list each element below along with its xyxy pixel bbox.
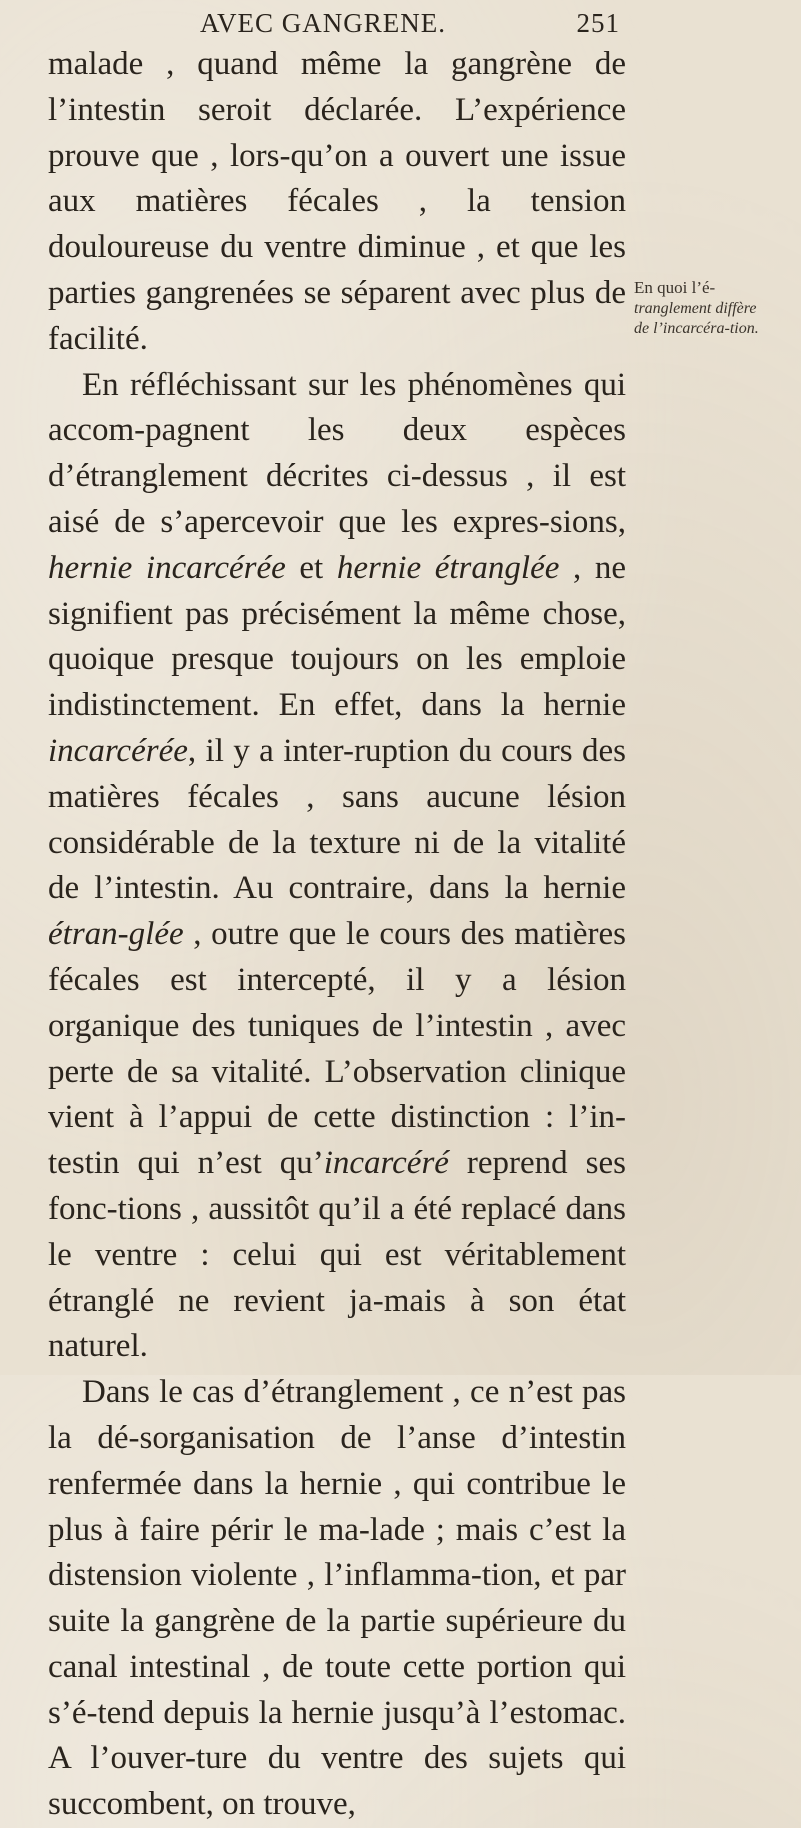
term-etranglee: étran-glée — [48, 916, 184, 953]
page-number: 251 — [576, 8, 620, 38]
term-incarceree: incarcérée — [48, 732, 188, 769]
running-head-title: AVEC GANGRENE. — [200, 8, 447, 38]
margin-note-text: tranglement diffère de l’incarcéra-tion. — [634, 300, 759, 337]
body-text — [48, 42, 626, 1828]
running-head — [150, 8, 620, 44]
paragraph-2-text-c: , ne signifient pas précisément la même chose, quoique presque toujours on les emploie indistinctement. En effet, dans la hernie — [48, 549, 626, 724]
paragraph-1 — [48, 42, 626, 363]
margin-note — [634, 278, 762, 339]
term-incarcere: incarcéré — [323, 1145, 449, 1182]
paragraph-2-text-f: reprend ses fonc-tions , aussitôt qu’il a été replacé dans le ventre : celui qui est véritablement étranglé ne revient ja-mais à son état naturel. — [48, 1145, 626, 1365]
paragraph-3 — [48, 1370, 626, 1828]
paragraph-2-text-b: et — [285, 549, 337, 586]
paragraph-1-text: malade , quand même la gangrène de l’intestin seroit déclarée. L’expérience prouve que , lors-qu’on a ouvert une issue aux matières fécales , la tension douloureuse du ventre diminue , et que les parties gangrenées se séparent avec plus de facilité. — [48, 46, 626, 357]
term-hernie-incarceree: hernie incarcérée — [48, 549, 286, 586]
paragraph-3-text: Dans le cas d’étranglement , ce n’est pas la dé-sorganisation de l’anse d’intestin renfermée dans la hernie , qui contribue le plus à faire périr le ma-lade ; mais c’est la distension violente , l’inflamma-tion, et par suite la gangrène de la partie supérieure du canal intestinal , de toute cette portion qui s’é-tend depuis la hernie jusqu’à l’estomac. A l’ouver-ture du ventre des sujets qui succombent, on trouve, — [48, 1374, 626, 1823]
paragraph-2-text-a: En réfléchissant sur les phénomènes qui accom-pagnent les deux espèces d’étranglement décrites ci-dessus , il est aisé de s’apercevoir que les expres-sions, — [48, 366, 626, 540]
term-hernie-etranglee: hernie étranglée — [336, 549, 560, 586]
margin-note-lead: En quoi l’é- — [634, 278, 716, 297]
paragraph-2-text-d: , il y a inter-ruption du cours des matières fécales , sans aucune lésion considérable de la texture ni de la vitalité de l’intestin. Au contraire, dans la hernie — [48, 732, 626, 907]
paragraph-2-text-e: , outre que le cours des matières fécales est intercepté, il y a lésion organique des tuniques de l’intestin , avec perte de sa vitalité. L’observation clinique vient à l’appui de cette distinction : l’in-testin qui n’est qu’ — [48, 916, 626, 1182]
paragraph-2 — [48, 363, 626, 1371]
